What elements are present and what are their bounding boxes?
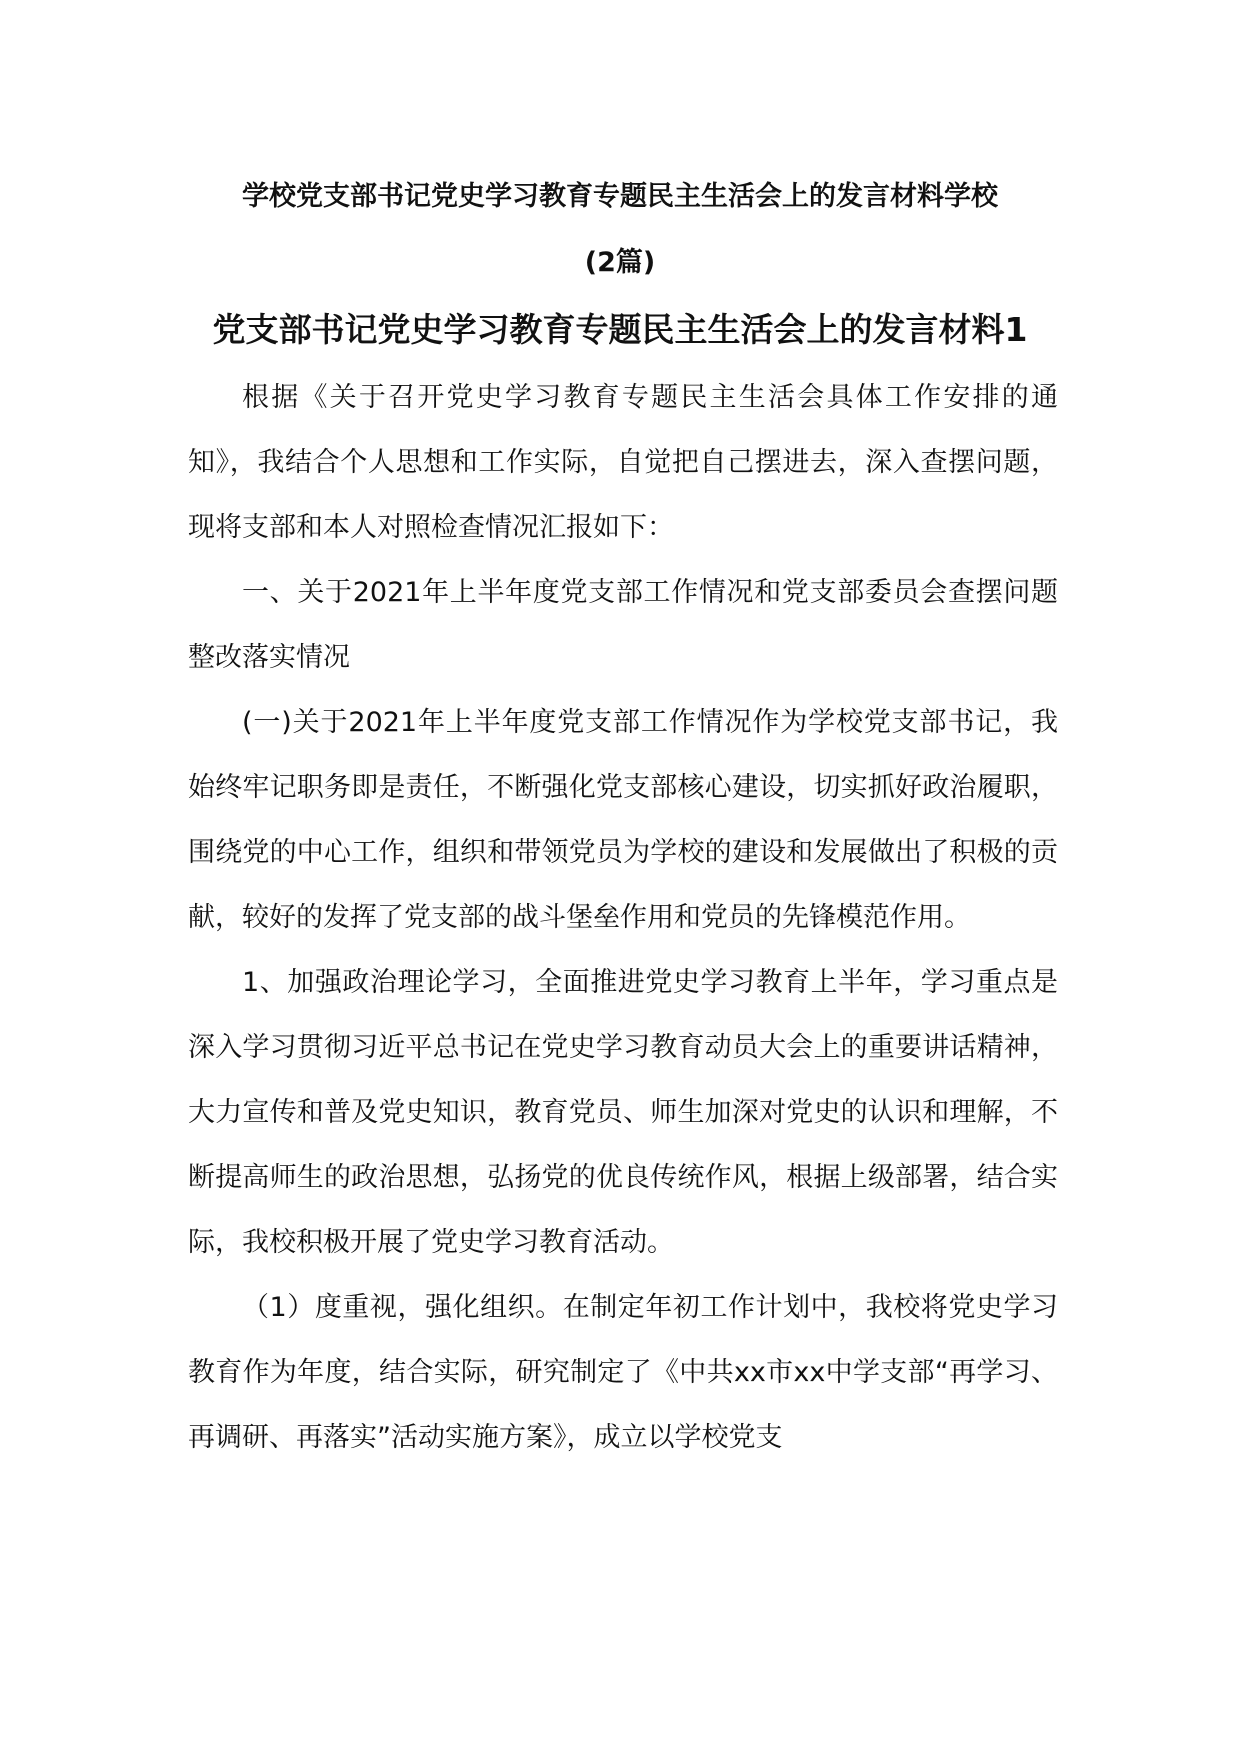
paragraph-intro: 根据《关于召开党史学习教育专题民主生活会具体工作安排的通知》，我结合个人思想和工作实际，自觉把自己摆进去，深入查摆问题，现将支部和本人对照检查情况汇报如下： [188,382,1058,543]
paragraph-item-1: 1、加强政治理论学习，全面推进党史学习教育上半年，学习重点是深入学习贯彻习近平总书记在党史学习教育动员大会上的重要讲话精神，大力宣传和普及党史知识，教育党员、师生加深对党史的认识和理解，不断提高师生的政治思想，弘扬党的优良传统作风，根据上级部署，结合实际，我校积极开展了党史学习教育活动。 [188,967,1058,1258]
paragraph-section-1-heading: 一、关于2021年上半年度党支部工作情况和党支部委员会查摆问题整改落实情况 [188,577,1058,673]
paragraph-subsection-1: (一)关于2021年上半年度党支部工作情况作为学校党支部书记，我始终牢记职务即是责任，不断强化党支部核心建设，切实抓好政治履职，围绕党的中心工作，组织和带领党员为学校的建设和发展做出了积极的贡献，较好的发挥了党支部的战斗堡垒作用和党员的先锋模范作用。 [188,707,1058,933]
paragraph-item-1-1: （1）度重视，强化组织。在制定年初工作计划中，我校将党史学习教育作为年度，结合实际，研究制定了《中共xx市xx中学支部“再学习、再调研、再落实”活动实施方案》，成立以学校党支 [188,1292,1058,1453]
document-title-line-2: (2篇) [584,247,656,278]
document-title-line-1: 学校党支部书记党史学习教育专题民主生活会上的发言材料学校 [242,181,998,212]
document-subtitle: 党支部书记党史学习教育专题民主生活会上的发言材料1 [212,310,1028,349]
document-body [188,365,1058,1470]
